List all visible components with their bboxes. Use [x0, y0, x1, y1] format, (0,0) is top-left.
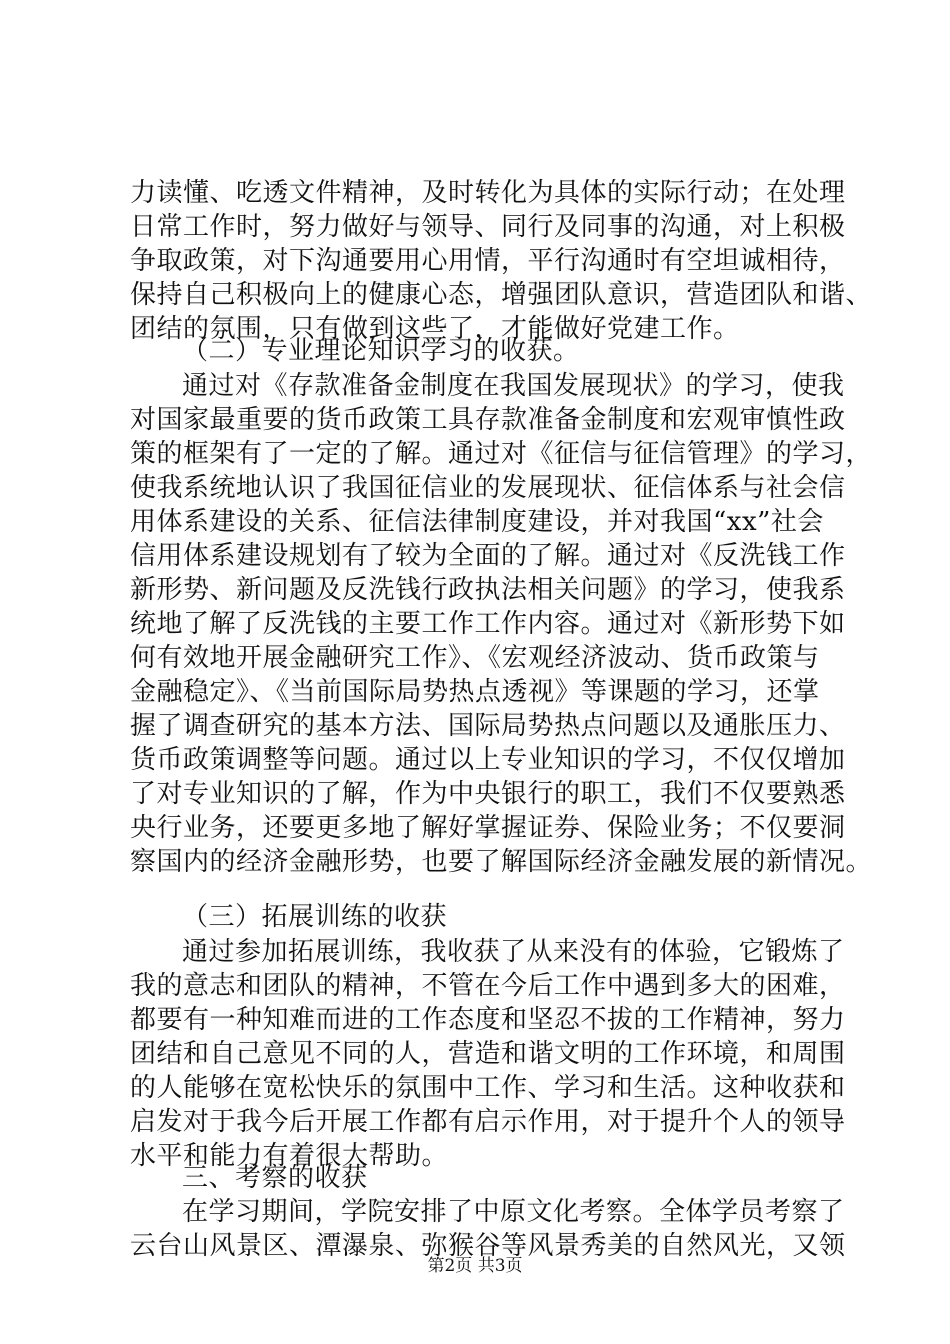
body-text-line: 我的意志和团队的精神，不管在今后工作中遇到多大的困难，: [130, 971, 846, 1001]
body-text-line: 统地了解了反洗钱的主要工作工作内容。通过对《新形势下如: [130, 609, 846, 639]
body-text-line: 团结和自己意见不同的人，营造和谐文明的工作环境，和周围: [130, 1039, 846, 1069]
section-heading: （三）拓展训练的收获: [182, 902, 448, 932]
body-text-line: 启发对于我今后开展工作都有启示作用，对于提升个人的领导: [130, 1107, 846, 1137]
paragraph-first-line: 在学习期间，学院安排了中原文化考察。全体学员考察了: [182, 1197, 845, 1227]
body-text-line: 用体系建设的关系、征信法律制度建设，并对我国“xx”社会: [130, 507, 824, 537]
body-text-line: 货币政策调整等问题。通过以上专业知识的学习，不仅仅增加: [130, 745, 846, 775]
paragraph-first-line: 通过对《存款准备金制度在我国发展现状》的学习，使我: [182, 371, 845, 401]
body-text-line: 保持自己积极向上的健康心态，增强团队意识，营造团队和谐、: [130, 280, 873, 310]
body-text-line: 金融稳定》、《当前国际局势热点透视》等课题的学习，还掌: [130, 677, 820, 707]
body-text-line: 的人能够在宽松快乐的氛围中工作、学习和生活。这种收获和: [130, 1073, 846, 1103]
body-text-line: 信用体系建设规划有了较为全面的了解。通过对《反洗钱工作: [130, 541, 846, 571]
body-text-line: 对国家最重要的货币政策工具存款准备金制度和宏观审慎性政: [130, 405, 846, 435]
body-text-line: 新形势、新问题及反洗钱行政执法相关问题》的学习，使我系: [130, 575, 846, 605]
body-text-line: 团结的氛围，只有做到这些了，才能做好党建工作。: [130, 314, 740, 344]
body-text-line: 何有效地开展金融研究工作》、《宏观经济波动、货币政策与: [130, 643, 820, 673]
body-text-line: 策的框架有了一定的了解。通过对《征信与征信管理》的学习，: [130, 439, 873, 469]
paragraph-first-line: 通过参加拓展训练，我收获了从来没有的体验，它锻炼了: [182, 937, 845, 967]
body-text-line: 使我系统地认识了我国征信业的发展现状、征信体系与社会信: [130, 473, 846, 503]
body-text-line: 央行业务，还要更多地了解好掌握证券、保险业务；不仅要洞: [130, 813, 846, 843]
body-text-line: 日常工作时，努力做好与领导、同行及同事的沟通，对上积极: [130, 212, 846, 242]
body-text-line: 水平和能力有着很大帮助。: [130, 1141, 449, 1171]
section-heading: （二）专业理论知识学习的收获。: [182, 336, 580, 366]
body-text-line: 云台山风景区、潭瀑泉、弥猴谷等风景秀美的自然风光，又领: [130, 1231, 846, 1261]
body-text-line: 力读懂、吃透文件精神，及时转化为具体的实际行动；在处理: [130, 178, 846, 208]
body-text-line: 了对专业知识的了解，作为中央银行的职工，我们不仅要熟悉: [130, 779, 846, 809]
body-text-line: 握了调查研究的基本方法、国际局势热点问题以及通胀压力、: [130, 711, 846, 741]
body-text-line: 争取政策，对下沟通要用心用情，平行沟通时有空坦诚相待，: [130, 246, 846, 276]
section-heading: 三、考察的收获: [182, 1163, 368, 1193]
page-number-footer: 第2页 共3页: [427, 1256, 523, 1276]
body-text-line: 都要有一种知难而进的工作态度和坚忍不拔的工作精神，努力: [130, 1005, 846, 1035]
body-text-line: 察国内的经济金融形势，也要了解国际经济金融发展的新情况。: [130, 847, 873, 877]
